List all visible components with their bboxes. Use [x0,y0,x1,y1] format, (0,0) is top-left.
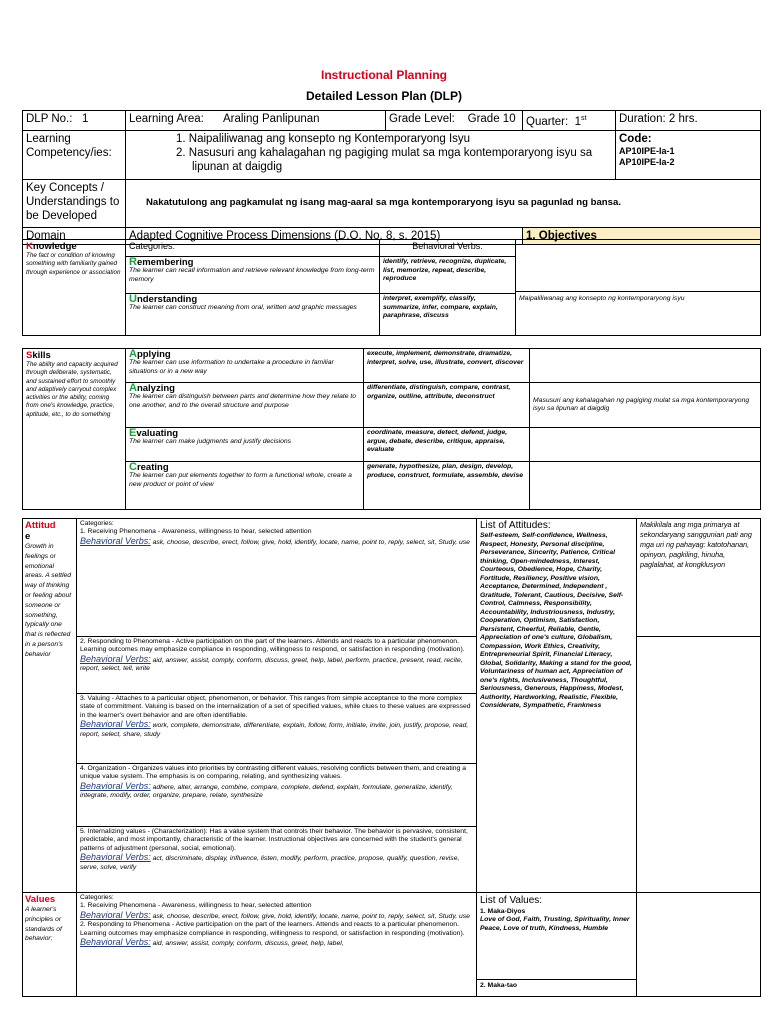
competency-label: Learning Competency/ies: [23,130,126,179]
learning-area-value: Araling Panlipunan [222,113,320,125]
values-list: List of Values: 1. Maka-Diyos Love of God, Faith, Trusting, Spirituality, Inner Peace, Love of truth, Kindness, Humble 2. Maka-tao [477,893,637,997]
verbs-creating: generate, hypothesize, plan, design, develop, produce, construct, formulate, assemble, devise [364,462,530,510]
skills-domain: Skills The ability and capacity acquired through deliberate, systematic, and sustained effort to smoothly and adaptively carryout complex activities or the ability, coming from one's knowledge, practice, aptitude, etc., to do something [23,349,126,510]
acp-header: Adapted Cognitive Process Dimensions (D.O. No. 8, s. 2015) [126,227,523,244]
verbs-understanding: interpret, exemplify, classify, summarize, infer, compare, explain, paraphrase, discuss [380,294,516,336]
duration-cell: Duration: 2 hrs. [616,111,761,131]
attitude-domain: Attitud e Growth in feelings or emotional areas. A settled way of thinking or feeling about someone or something, typically one that is reflected in a person's behavior [23,519,77,893]
key-concepts-label: Key Concepts / Understandings to be Developed [23,179,126,227]
objective-applying [530,349,761,383]
attitude-level-5: 5. Internalizing values - (Characterization): Has a value system that controls their behavior. The behavior is pervasive, consistent, predictable, and most importantly, characteristic of the learner. Instructional objectives are concerned with the student's general patterns of adjustment (personal, social, emotional). Behavioral Verbs: act, discriminate, display, influence, listen, modify, perform, practice, propose, qualify, question, revise, serve, solve, verify [77,827,477,893]
learning-area-cell: Learning Area: Araling Panlipunan [126,111,386,131]
objective-analyzing: Masusuri ang kahalagahan ng pagiging mulat sa mga kontemporaryong isyu sa lipunan at daigdig [530,383,761,428]
level-analyzing: Analyzing The learner can distinguish between parts and determine how they relate to one another, and to the overall structure and purpose [126,383,364,428]
page-title: Instructional Planning [320,68,447,82]
attitudes-list-text: Self-esteem, Self-confidence, Wellness, Respect, Honesty, Personal discipline, Perseverance, Sincerity, Patience, Critical thinking, Open-mindedness, Interest, Courteous, Obedience, Hope, Charity, Fortitude, Resiliency, Positive vision, Acceptance, Determined, Independent , Gratitude, Tolerant, Cautious, Decisive, Self-Control, Calmness, Responsibility, Accountability, Industriousness, Industry, Cooperation, Optimism, Satisfaction, Persistent, Cheerful, Reliable, Gentle, Appreciation of one's culture, Globalism, Compassion, Work Ethics, Creativity, Entrepreneurial Spirit, Financial Literacy, Global, Solidarity, Making a stand for the good, Voluntariness of human act, Appreciation of one's rights, Inclusiveness, Thoughtful, Seriousness, Generous, Happiness, Modest, Authority, Hardworking, Realistic, Flexible, Considerate, Sympathetic, Frankness [480,532,632,709]
attitude-level-3: 3. Valuing - Attaches to a particular object, phenomenon, or behavior. This ranges from simple acceptance to the more complex state of commitment. Valuing is based on the internalization of a set of specified values, while clues to these values are expressed in the learner's overt behavior and are often identifiable. Behavioral Verbs: work, complete, demonstrate, differentiate, explain, follow, form, initiate, invite, join, justify, propose, read, report, select, share, study [77,694,477,764]
values-group1-text: Love of God, Faith, Trusting, Spirituality, Inner Peace, Love of truth, Kindness, Humble [480,916,630,932]
verbs-analyzing: differentiate, distinguish, compare, contrast, organize, outline, attribute, deconstruct [364,383,530,428]
attitude-values-table [22,518,761,997]
dlp-no-cell: DLP No.: 1 [23,111,126,131]
attitude-objective-empty [637,637,761,893]
header-table [22,110,761,245]
values-objective [637,893,761,997]
verbs-evaluating: coordinate, measure, detect, defend, judge, argue, debate, describe, critique, appraise, evaluate [364,428,530,462]
attitude-level-2: 2. Responding to Phenomena - Active participation on the part of the learners. Attends and reacts to a particular phenomenon. Learning outcomes may emphasize compliance in responding, willingness to respond, or satisfaction in responding (motivation). Behavioral Verbs: aid, answer, assist, comply, conform, discuss, greet, help, label, perform, practice, present, read, recite, report, select, tell, write [77,637,477,694]
attitude-level-4: 4. Organization - Organizes values into priorities by contrasting different values, resolving conflicts between them, and creating a unique value system. The emphasis is on comparing, relating, and synthesizing values. Behavioral Verbs: adhere, alter, arrange, combine, compare, complete, defend, explain, formulate, generalize, identify, integrate, modify, order, organize, prepare, relate, synthesize [77,764,477,827]
attitude-level-1: Categories: 1. Receiving Phenomena - Awareness, willingness to hear, selected attention Behavioral Verbs: ask, choose, describe, erect, follow, give, hold, identify, locate, name, point to, reply, select, sit, Study, use [77,519,477,637]
duration-value: 2 hrs. [668,113,698,125]
objective-evaluating [530,428,761,462]
level-understanding: Understanding The learner can construct meaning from oral, written and graphic messages [126,294,380,336]
level-creating: Creating The learner can put elements together to form a functional whole, create a new product or point of view [126,462,364,510]
values-levels: Categories: 1. Receiving Phenomena - Awareness, willingness to hear, selected attention Behavioral Verbs: ask, choose, describe, erect, follow, give, hold, identify, locate, name, point to, reply, select, sit, Study, use 2. Responding to Phenomena - Active participation on the part of the learners. Attends and reacts to a particular phenomenon. Learning outcomes may emphasize compliance in responding, willingness to respond, or satisfaction in responding (motivation). Behavioral Verbs: aid, answer, assist, comply, conform, discuss, greet, help, label, [77,893,477,997]
objective-creating [530,462,761,510]
categories-label: Categories: [126,240,380,257]
level-evaluating: Evaluating The learner can make judgments and justify decisions [126,428,364,462]
verbs-remembering: identify, retrieve, recognize, duplicate, list, memorize, repeat, describe, reproduce [380,257,516,294]
key-concepts-text: Nakatutulong ang pagkamulat ng isang mag-aaral sa mga kontemporaryong isyu sa pagunlad ng bansa. [126,179,761,227]
verbs-label: Behavioral Verbs: [380,240,516,257]
domain-header: Domain [23,227,126,244]
level-remembering: Remembering The learner can recall information and retrieve relevant knowledge from long-term memory [126,257,380,294]
objective-text: Maipaliliwanag ang konsepto ng kontemporaryong isyu [519,295,685,302]
competency-item: 2. Nasusuri ang kahalagahan ng pagiging mulat sa mga kontemporaryong isyu sa lipunan at daigdig [176,146,593,173]
competency-item: 1. Naipaliliwanag ang konsepto ng Kontemporaryong Isyu [176,132,471,145]
competency-list [126,130,616,179]
objectives-header: 1. Objectives [523,227,761,244]
knowledge-domain: Knowledge The fact or condition of knowing something with familiarity gained through experience or association [23,240,126,336]
skills-table [22,348,761,510]
knowledge-objectives [516,240,761,336]
grade-level-value: Grade 10 [467,113,516,125]
dlp-no-value: 1 [82,113,89,125]
grade-level-cell: Grade Level: Grade 10 [386,111,523,131]
knowledge-table [22,239,761,336]
level-applying: Applying The learner can use information to undertake a procedure in familiar situations or in a new way [126,349,364,383]
code-label: Code: [619,132,652,145]
page-subtitle: Detailed Lesson Plan (DLP) [305,89,463,103]
verbs-applying: execute, implement, demonstrate, dramatize, interpret, solve, use, illustrate, convert, discover [364,349,530,383]
code-value: AP10IPE-Ia-2 [619,156,675,167]
code-value: AP10IPE-Ia-1 [619,145,675,156]
values-domain: Values A learner's principles or standards of behavior; [23,893,77,997]
attitudes-list: List of Attitudes: Self-esteem, Self-confidence, Wellness, Respect, Honesty, Personal discipline, Perseverance, Sincerity, Patience, Critical thinking, Open-mindedness, Interest, Courteous, Obedience, Hope, Charity, Fortitude, Resiliency, Positive vision, Acceptance, Determined, Independent , Gratitude, Tolerant, Cautious, Decisive, Self-Control, Calmness, Responsibility, Accountability, Industriousness, Industry, Cooperation, Optimism, Satisfaction, Persistent, Cheerful, Reliable, Gentle, Appreciation of one's culture, Globalism, Compassion, Work Ethics, Creativity, Entrepreneurial Spirit, Financial Literacy, Global, Solidarity, Making a stand for the good, Voluntariness of human act, Appreciation of one's rights, Inclusiveness, Thoughtful, Seriousness, Generous, Happiness, Modest, Authority, Hardworking, Realistic, Flexible, Considerate, Sympathetic, Frankness [477,519,637,893]
code-cell [616,130,761,179]
quarter-cell: Quarter: 1st [523,111,616,131]
values-group2-label: 2. Maka-tao [477,979,636,991]
attitude-objective: Makikilala ang mga primarya at sekondaryang sanggunian pati ang mga uri ng pahayag: katotohanan, opinyon, pagkiling, hinuha, paglalahat, at kongklusyon [637,519,761,637]
